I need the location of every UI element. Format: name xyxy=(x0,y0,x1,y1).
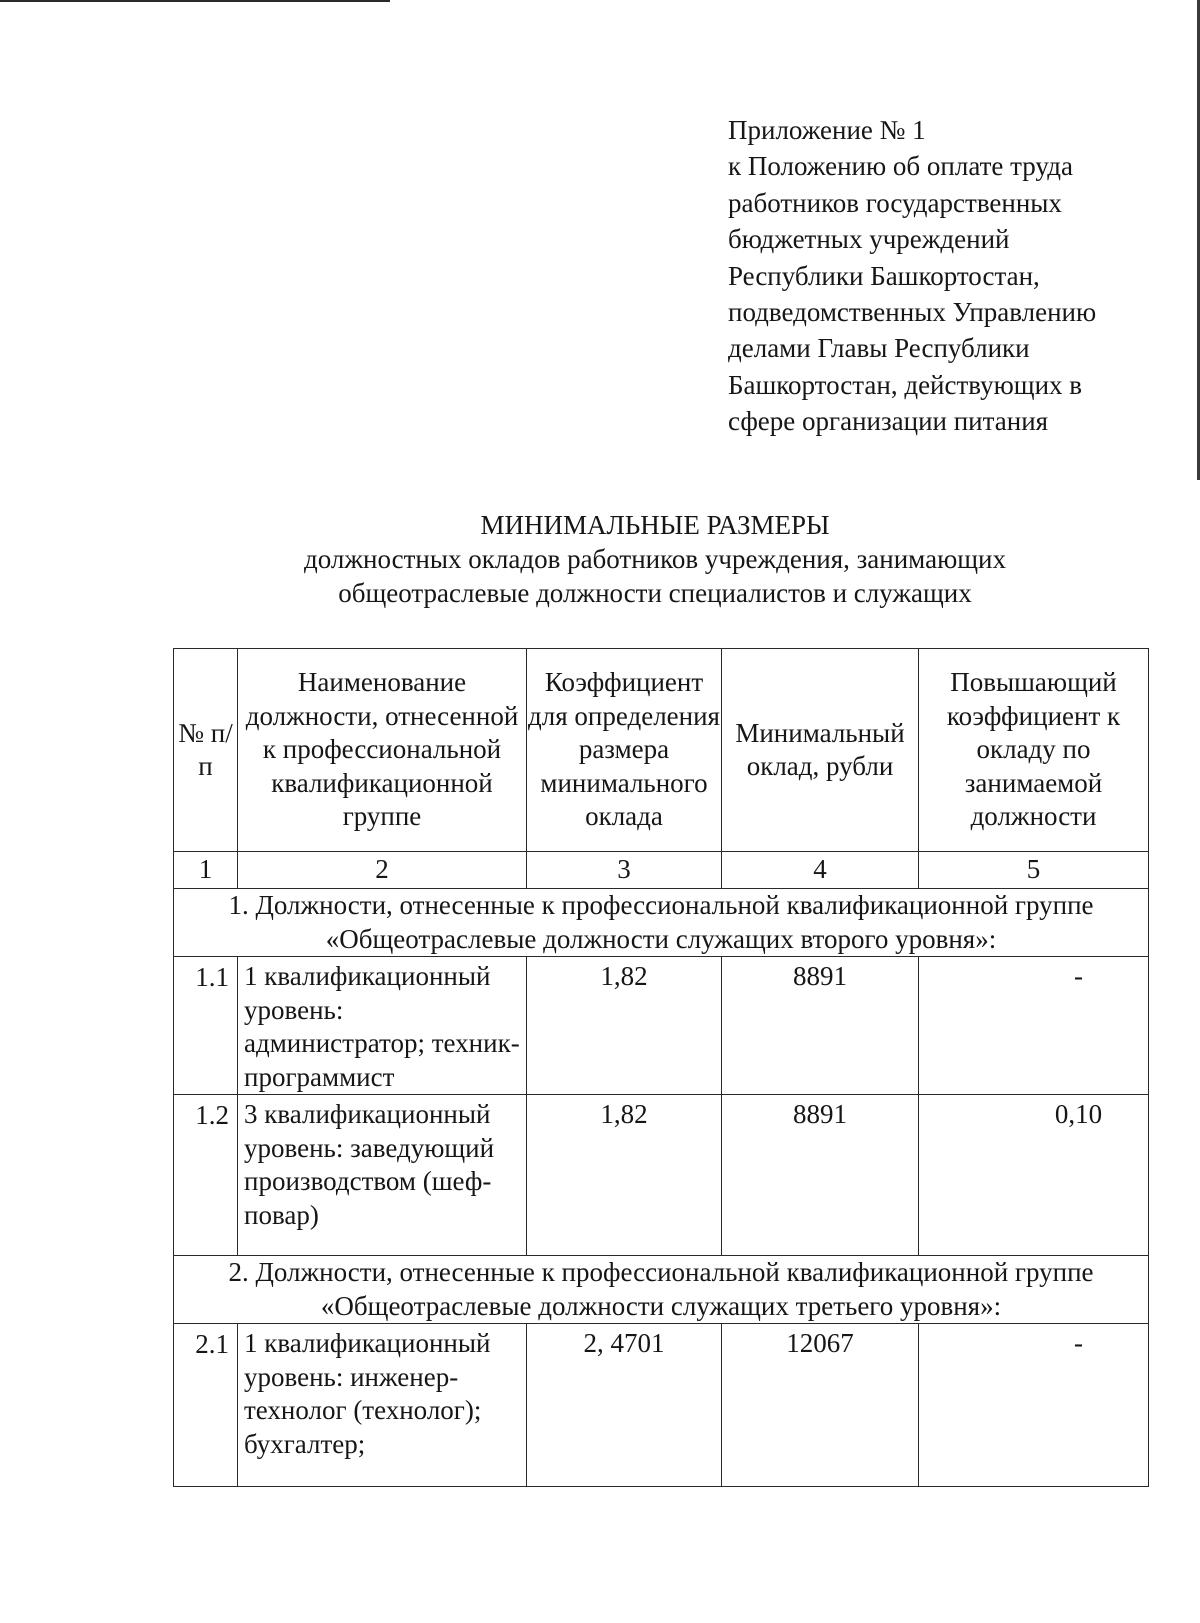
header-number: № п/п xyxy=(174,649,238,852)
section-title: 2. Должности, отнесенные к профессиональной квалификационной группе «Общеотраслевые должности служащих третьего уровня»: xyxy=(174,1256,1149,1324)
row-position-name: 3 квалификационный уровень: заведующий производством (шеф-повар) xyxy=(238,1095,527,1256)
appendix-line: Башкортостан, действующих в xyxy=(728,369,1083,400)
column-number-row xyxy=(174,852,1149,889)
row-number: 2.1 xyxy=(174,1324,238,1487)
header-minimum-salary: Минимальный оклад, рубли xyxy=(722,649,919,852)
document-title xyxy=(160,508,1150,610)
row-minimum-salary: 8891 xyxy=(722,1095,919,1256)
row-increase-coefficient: 0,10 xyxy=(919,1095,1149,1256)
row-increase-coefficient: - xyxy=(919,957,1149,1095)
appendix-line: Республики Башкортостан, xyxy=(728,260,1040,291)
row-number: 1.1 xyxy=(174,957,238,1095)
row-number: 1.2 xyxy=(174,1095,238,1256)
column-number: 4 xyxy=(722,852,919,889)
title-subtitle-line-2: общеотраслевые должности специалистов и служащих xyxy=(338,578,972,608)
header-increase-coefficient: Повышающий коэффициент к окладу по занимаемой должности xyxy=(919,649,1149,852)
appendix-line: сфере организации питания xyxy=(728,406,1049,437)
row-coefficient: 1,82 xyxy=(527,1095,722,1256)
row-increase-coefficient: - xyxy=(919,1324,1149,1487)
column-number: 5 xyxy=(919,852,1149,889)
row-coefficient: 1,82 xyxy=(527,957,722,1095)
appendix-line: Приложение № 1 xyxy=(728,115,926,145)
appendix-line: к Положению об оплате труда xyxy=(728,151,1073,182)
table-header-row xyxy=(174,649,1149,852)
row-coefficient: 2, 4701 xyxy=(527,1324,722,1487)
title-main: МИНИМАЛЬНЫЕ РАЗМЕРЫ xyxy=(480,510,830,540)
table-row xyxy=(174,1095,1149,1256)
appendix-line: бюджетных учреждений xyxy=(728,224,1010,255)
appendix-header xyxy=(728,112,1188,440)
column-number: 2 xyxy=(238,852,527,889)
title-subtitle-line-1: должностных окладов работников учреждения, занимающих xyxy=(304,544,1006,574)
section-row xyxy=(174,889,1149,957)
table-row xyxy=(174,1324,1149,1487)
header-position-name: Наименование должности, отнесенной к профессиональной квалификационной группе xyxy=(238,649,527,852)
appendix-line: делами Главы Республики xyxy=(728,333,1030,364)
row-minimum-salary: 12067 xyxy=(722,1324,919,1487)
section-title: 1. Должности, отнесенные к профессиональной квалификационной группе «Общеотраслевые должности служащих второго уровня»: xyxy=(174,889,1149,957)
column-number: 3 xyxy=(527,852,722,889)
row-minimum-salary: 8891 xyxy=(722,957,919,1095)
scan-edge-top xyxy=(0,0,390,2)
row-position-name: 1 квалификационный уровень: администратор; техник-программист xyxy=(238,957,527,1095)
row-position-name: 1 квалификационный уровень: инженер-технолог (технолог); бухгалтер; xyxy=(238,1324,527,1487)
header-coefficient: Коэффициент для определения размера минимального оклада xyxy=(527,649,722,852)
appendix-line: работников государственных xyxy=(728,187,1062,218)
section-row xyxy=(174,1256,1149,1324)
appendix-line: подведомственных Управлению xyxy=(728,297,1097,328)
table-row xyxy=(174,957,1149,1095)
salary-table xyxy=(173,648,1149,1487)
column-number: 1 xyxy=(174,852,238,889)
